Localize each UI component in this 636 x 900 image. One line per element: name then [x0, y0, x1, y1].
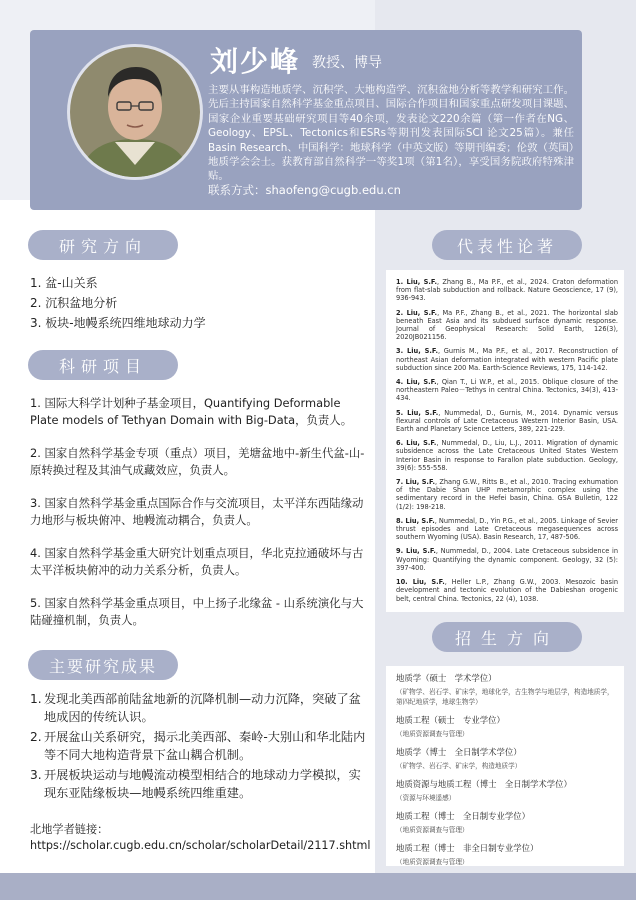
recruit-subtitle: （地质资源调查与管理） — [396, 730, 469, 738]
scholar-url-link[interactable]: https://scholar.cugb.edu.cn/scholar/scholarDetail/2117.shtml — [30, 839, 371, 852]
project-list — [30, 395, 368, 645]
research-item: 3. 板块-地幔系统四维地球动力学 — [30, 316, 206, 330]
recruit-item — [396, 714, 618, 738]
recruit-item — [396, 746, 618, 770]
project-item: 1. 国际大科学计划种子基金项目，Quantifying Deformable Plate models of Tethyan Domain with Big-Data，负责人。 — [30, 396, 353, 427]
scholar-link-block — [30, 822, 370, 854]
paper-author: 9. Liu, S.F. — [396, 547, 436, 556]
recruit-item — [396, 672, 618, 706]
paper-citation: , Gurnis M., Ma P.F., et al., 2017. Reconstruction of northeast Asian deformation integrated with western Pacific plate subduction since 200 Ma. Earth-Science Reviews, 175, 114-142. — [396, 347, 619, 372]
recruit-title: 地质工程（博士 全日制专业学位） — [396, 811, 530, 821]
recruit-title: 地质工程（硕士 专业学位） — [396, 715, 505, 725]
research-list — [30, 274, 206, 334]
recruit-subtitle: （矿物学、岩石学、矿床学，构造地质学） — [396, 762, 522, 770]
project-item: 3. 国家自然科学基金重点国际合作与交流项目，太平洋东西陆缘动力地形与板块俯冲、地幔流动耦合，负责人。 — [30, 496, 364, 527]
paper-author: 8. Liu, S.F. — [396, 516, 435, 525]
paper-author: 5. Liu, S.F. — [396, 408, 439, 417]
achievement-list — [30, 690, 368, 804]
recruit-subtitle: （矿物学、岩石学、矿床学，地球化学，古生物学与地层学，构造地质学，第四纪地质学，地球生物学） — [396, 688, 614, 706]
paper-author: 6. Liu, S.F. — [396, 439, 437, 448]
achievements-heading: 主要研究成果 — [28, 650, 178, 680]
research-item: 1. 盆-山关系 — [30, 276, 98, 290]
recruit-title: 地质学（博士 全日制学术学位） — [396, 747, 522, 757]
portrait-icon — [70, 47, 200, 177]
achievement-text: 开展盆山关系研究，揭示北美西部、秦岭-大别山和华北陆内等不同大地构造背景下盆山耦合机制。 — [44, 730, 366, 762]
recruit-subtitle: （地质资源调查与管理） — [396, 858, 469, 866]
recruit-item — [396, 842, 618, 866]
paper-item — [396, 309, 618, 342]
paper-author: 1. Liu, S.F. — [396, 278, 437, 286]
project-item: 4. 国家自然科学基金重大研究计划重点项目，华北克拉通破坏与古太平洋板块俯冲的动力关系分析，负责人。 — [30, 546, 364, 577]
paper-item — [396, 578, 618, 603]
paper-item — [396, 409, 618, 434]
footer-bar — [0, 873, 636, 900]
achievement-num: 3. — [30, 768, 42, 782]
projects-heading: 科研项目 — [28, 350, 178, 380]
recruit-subtitle: （地质资源调查与管理） — [396, 826, 469, 834]
paper-citation: , Zhang B., Ma P.F., et al., 2024. Craton deformation from flat-slab subduction and rollback. Nature Geoscience, 17 (9), 936-943. — [396, 278, 619, 303]
paper-citation: , Zhang G.W., Ritts B., et al., 2010. Tracing exhumation of the Dabie Shan UHP metamorphic complex using the sedimentary record in the Hefei basin, China. GSA Bulletin, 122 (1/2): 198-218. — [396, 478, 618, 511]
paper-item — [396, 439, 618, 472]
achievement-item — [30, 728, 368, 764]
achievement-num: 2. — [30, 730, 42, 744]
recruit-title: 地质资源与地质工程（博士 全日制学术学位） — [396, 779, 572, 789]
paper-item — [396, 547, 618, 572]
paper-citation: , Nummedal, D., 2004. Late Cretaceous subsidence in Wyoming: Quantifying the dynamic component. Geology, 32 (5): 397-400. — [396, 547, 618, 572]
paper-citation: , Qian T., Li W.P., et al., 2015. Oblique closure of the northeastern Paleo－Tethys in central China. Tectonics, 34(3), 413-434. — [396, 378, 618, 403]
research-heading: 研究方向 — [28, 230, 178, 260]
profile-name: 刘少峰 — [210, 45, 301, 78]
paper-citation: , Ma P.F., Zhang B., et al., 2021. The horizontal slab beneath East Asia and its subdued surface dynamic response. Journal of Geophysical Research: Solid Earth, 126(3), 2020JB021156. — [396, 308, 618, 342]
paper-item — [396, 378, 618, 403]
paper-item — [396, 517, 618, 542]
profile-bio: 主要从事构造地质学、沉积学、大地构造学、沉积盆地分析等教学和研究工作。先后主持国家自然科学基金重点项目、国际合作项目和国家重点研发项目课题、国家企业重要基础研究项目等40余项，发表论文220余篇（第一作者在NG、Geology、EPSL、Tectonics和ESRs等期刊发表国际SCI 论文25篇）。兼任Basin Research、中国科学：地球科学（中英文版）等期刊编委；伦敦（英国）地质学会会士。获教育部自然科学一等奖1项（第1名），享受国务院政府特殊津贴。 — [208, 84, 574, 183]
paper-author: 7. Liu, S.F. — [396, 478, 435, 487]
paper-author: 10. Liu, S.F. — [396, 578, 445, 587]
recruit-heading: 招生方向 — [432, 622, 582, 652]
recruit-title: 地质工程（博士 非全日制专业学位） — [396, 843, 539, 853]
project-item: 2. 国家自然科学基金专项（重点）项目，羌塘盆地中-新生代盆-山-原转换过程及其油气成藏效应，负责人。 — [30, 446, 365, 477]
papers-heading: 代表性论著 — [432, 230, 582, 260]
scholar-label: 北地学者链接： — [30, 823, 109, 836]
paper-item — [396, 478, 618, 511]
portrait-photo — [70, 47, 200, 177]
recruit-subtitle: （资源与环境遥感） — [396, 794, 456, 802]
project-item: 5. 国家自然科学基金重点项目，中上扬子北缘盆 - 山系统演化与大陆碰撞机制，负责人。 — [30, 596, 364, 627]
research-item: 2. 沉积盆地分析 — [30, 296, 118, 310]
paper-author: 3. Liu, S.F. — [396, 347, 438, 356]
achievement-item — [30, 766, 368, 802]
achievement-num: 1. — [30, 692, 42, 706]
recruit-item — [396, 810, 618, 834]
contact-email: 联系方式：shaofeng@cugb.edu.cn — [208, 183, 401, 197]
recruit-title: 地质学（硕士 学术学位） — [396, 673, 497, 683]
paper-citation: , Nummedal, D., Yin P.G., et al., 2005. Linkage of Sevier thrust episodes and Late Cretaceous megasequences across southern Wyoming (USA). Basin Research, 17, 487-506. — [396, 516, 618, 542]
recruit-list — [396, 672, 618, 874]
paper-citation: , Nummedal, D., Liu, L.J., 2011. Migration of dynamic subsidence across the Late Cretaceous United States Western Interior Basin in response to Farallon plate subduction. Geology, 39(6): 555-558. — [396, 439, 619, 472]
recruit-item — [396, 778, 618, 802]
paper-author: 2. Liu, S.F. — [396, 308, 438, 317]
paper-list — [396, 278, 618, 609]
achievement-text: 开展板块运动与地幔流动模型相结合的地球动力学模拟，实现东亚陆缘板块—地幔系统四维重建。 — [44, 768, 361, 800]
paper-author: 4. Liu, S.F. — [396, 378, 437, 387]
profile-title: 教授、博导 — [312, 55, 382, 71]
paper-citation: , Nummedal, D., Gurnis, M., 2014. Dynamic versus flexural controls of Late Cretaceous Western Interior Basin, USA. Earth and Planetary Science Letters, 389, 221-229. — [396, 408, 618, 434]
paper-item — [396, 278, 618, 303]
achievement-text: 发现北美西部前陆盆地新的沉降机制—动力沉降，突破了盆地成因的传统认识。 — [44, 692, 361, 724]
achievement-item — [30, 690, 368, 726]
paper-item — [396, 347, 618, 372]
paper-citation: , Heller L.P., Zhang G.W., 2003. Mesozoic basin development and tectonic evolution of the Dabieshan orogenic belt, central China. Tectonics, 22 (4), 1038. — [396, 578, 618, 603]
